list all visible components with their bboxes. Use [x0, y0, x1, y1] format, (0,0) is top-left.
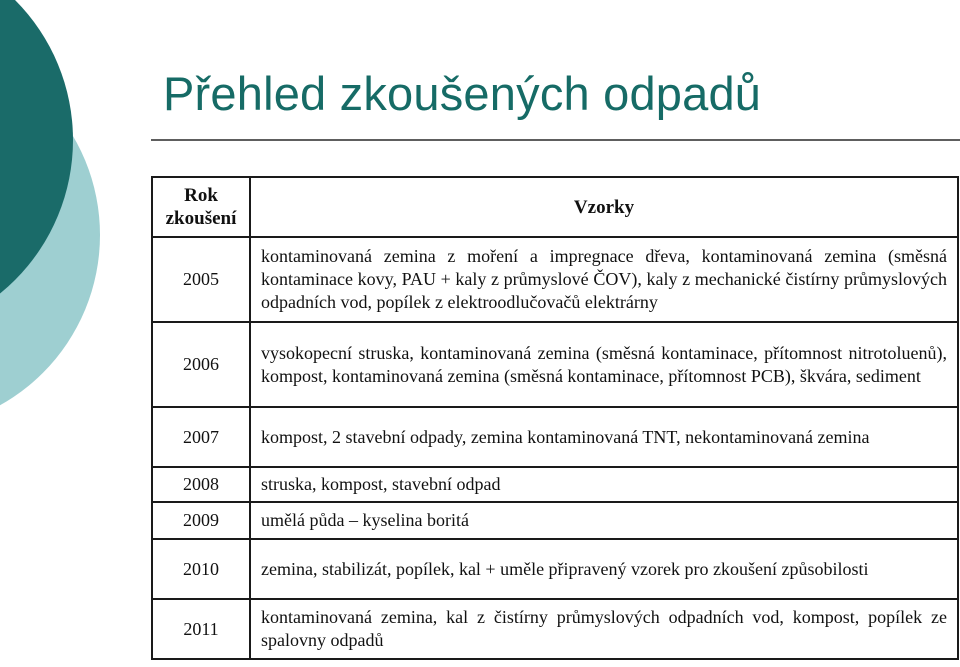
table-row — [152, 407, 958, 467]
table-row — [152, 502, 958, 539]
row-year: 2011 — [152, 599, 250, 659]
row-year: 2007 — [152, 407, 250, 467]
row-samples: struska, kompost, stavební odpad — [250, 467, 958, 502]
table-row — [152, 467, 958, 502]
table-row — [152, 539, 958, 599]
header-samples: Vzorky — [250, 177, 958, 237]
row-samples: kompost, 2 stavební odpady, zemina kontaminovaná TNT, nekontaminovaná zemina — [250, 407, 958, 467]
row-samples: umělá půda – kyselina boritá — [250, 502, 958, 539]
row-samples: kontaminovaná zemina, kal z čistírny průmyslových odpadních vod, kompost, popílek ze spalovny odpadů — [250, 599, 958, 659]
slide-title: Přehled zkoušených odpadů — [163, 67, 762, 120]
row-year: 2008 — [152, 467, 250, 502]
row-year: 2009 — [152, 502, 250, 539]
row-year: 2005 — [152, 237, 250, 322]
row-samples: zemina, stabilizát, popílek, kal + uměle připravený vzorek pro zkoušení způsobilosti — [250, 539, 958, 599]
row-year: 2010 — [152, 539, 250, 599]
row-samples: vysokopecní struska, kontaminovaná zemina (směsná kontaminace, přítomnost nitrotoluenů), kompost, kontaminovaná zemina (směsná kontaminace, přítomnost PCB), škvára, sediment — [250, 322, 958, 407]
table-header-row — [152, 177, 958, 237]
waste-table — [151, 176, 959, 660]
row-samples: kontaminovaná zemina z moření a impregnace dřeva, kontaminovaná zemina (směsná kontaminace kovy, PAU + kaly z průmyslové ČOV), kaly z mechanické čistírny průmyslových odpadních vod, popílek z elektroodlučovačů elektrárny — [250, 237, 958, 322]
row-year: 2006 — [152, 322, 250, 407]
table-row — [152, 599, 958, 659]
title-divider — [151, 139, 960, 141]
table-row — [152, 237, 958, 322]
header-year: Rok zkoušení — [152, 177, 250, 237]
table-row — [152, 322, 958, 407]
decorative-circles — [0, 0, 130, 420]
